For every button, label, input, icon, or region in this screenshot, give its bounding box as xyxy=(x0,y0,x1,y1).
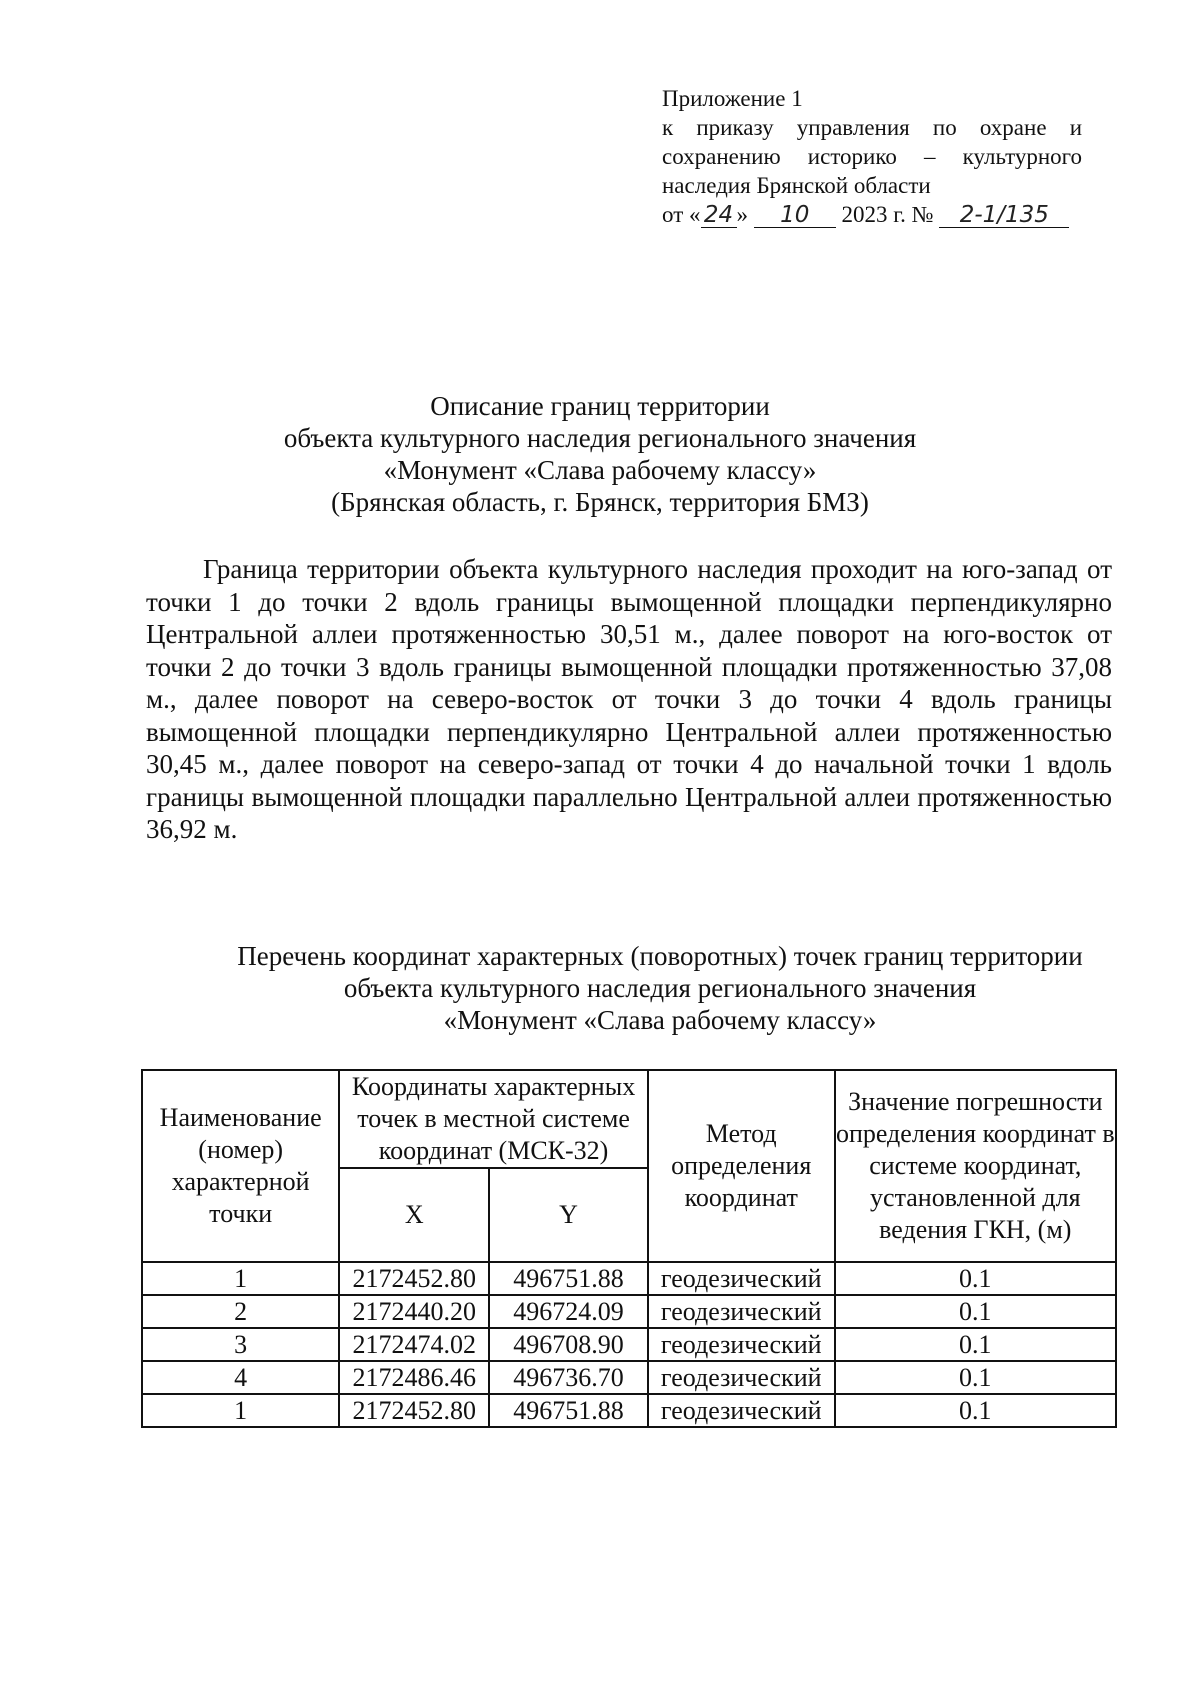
cell-method: геодезический xyxy=(648,1295,835,1328)
cell-x: 2172474.02 xyxy=(339,1328,489,1361)
cell-method: геодезический xyxy=(648,1328,835,1361)
date-year: 2023 г. № xyxy=(841,202,934,227)
table-heading-line-1: Перечень координат характерных (поворотных) точек границ территории xyxy=(237,941,1083,971)
table-row xyxy=(142,1328,1116,1361)
cell-method: геодезический xyxy=(648,1262,835,1295)
header-error: Значение погрешности определения координат в системе координат, установленной для ведения ГКН, (м) xyxy=(835,1070,1116,1262)
table-row xyxy=(142,1394,1116,1427)
date-day: 24 xyxy=(701,203,737,228)
table-row xyxy=(142,1262,1116,1295)
cell-method: геодезический xyxy=(648,1361,835,1394)
cell-method: геодезический xyxy=(648,1394,835,1427)
appendix-number: Приложение 1 xyxy=(662,86,803,111)
cell-x: 2172440.20 xyxy=(339,1295,489,1328)
cell-x: 2172486.46 xyxy=(339,1361,489,1394)
cell-x: 2172452.80 xyxy=(339,1262,489,1295)
order-number: 2-1/135 xyxy=(939,203,1069,228)
coordinates-table xyxy=(141,1069,1117,1428)
cell-error: 0.1 xyxy=(835,1295,1116,1328)
cell-point: 2 xyxy=(142,1295,339,1328)
cell-y: 496751.88 xyxy=(489,1394,648,1427)
header-point-name: Наименование (номер) характерной точки xyxy=(142,1070,339,1262)
cell-error: 0.1 xyxy=(835,1262,1116,1295)
table-heading-line-3: «Монумент «Слава рабочему классу» xyxy=(443,1005,877,1035)
cell-error: 0.1 xyxy=(835,1328,1116,1361)
document-title xyxy=(0,390,1200,518)
cell-point: 1 xyxy=(142,1394,339,1427)
header-y: Y xyxy=(489,1168,648,1262)
date-prefix: от « xyxy=(662,202,701,227)
appendix-header xyxy=(662,84,1082,229)
cell-point: 3 xyxy=(142,1328,339,1361)
header-coordinates: Координаты характерных точек в местной системе координат (МСК-32) xyxy=(339,1070,647,1168)
table-heading xyxy=(200,940,1120,1036)
appendix-region: наследия Брянской области xyxy=(662,173,931,198)
cell-y: 496736.70 xyxy=(489,1361,648,1394)
appendix-date-line xyxy=(662,200,1082,229)
table-row xyxy=(142,1295,1116,1328)
date-month: 10 xyxy=(754,203,836,228)
cell-point: 4 xyxy=(142,1361,339,1394)
title-line-1: Описание границ территории xyxy=(430,391,770,421)
cell-y: 496708.90 xyxy=(489,1328,648,1361)
cell-y: 496724.09 xyxy=(489,1295,648,1328)
appendix-department: сохранению историко – культурного xyxy=(662,144,1082,169)
date-mid: » xyxy=(736,202,748,227)
cell-y: 496751.88 xyxy=(489,1262,648,1295)
cell-error: 0.1 xyxy=(835,1361,1116,1394)
cell-point: 1 xyxy=(142,1262,339,1295)
cell-error: 0.1 xyxy=(835,1394,1116,1427)
header-x: X xyxy=(339,1168,489,1262)
cell-x: 2172452.80 xyxy=(339,1394,489,1427)
title-line-3: «Монумент «Слава рабочему классу» xyxy=(383,455,817,485)
header-method: Метод определения координат xyxy=(648,1070,835,1262)
table-heading-line-2: объекта культурного наследия регионального значения xyxy=(343,973,977,1003)
table-row xyxy=(142,1361,1116,1394)
boundary-description: Граница территории объекта культурного наследия проходит на юго-запад от точки 1 до точки 2 вдоль границы вымощенной площадки перпендикулярно Центральной аллеи протяженностью 30,51 м., далее поворот на юго-восток от точки 2 до точки 3 вдоль границы вымощенной площадки протяженностью 37,08 м., далее поворот на северо-восток от точки 3 до точки 4 вдоль границы вымощенной площадки перпендикулярно Центральной аллеи протяженностью 30,45 м., далее поворот на северо-запад от точки 4 до начальной точки 1 вдоль границы вымощенной площадки параллельно Центральной аллеи протяженностью 36,92 м. xyxy=(146,554,1112,844)
appendix-order-ref: к приказу управления по охране и xyxy=(662,115,1082,140)
title-line-4: (Брянская область, г. Брянск, территория БМЗ) xyxy=(331,487,869,517)
title-line-2: объекта культурного наследия регионального значения xyxy=(283,423,917,453)
